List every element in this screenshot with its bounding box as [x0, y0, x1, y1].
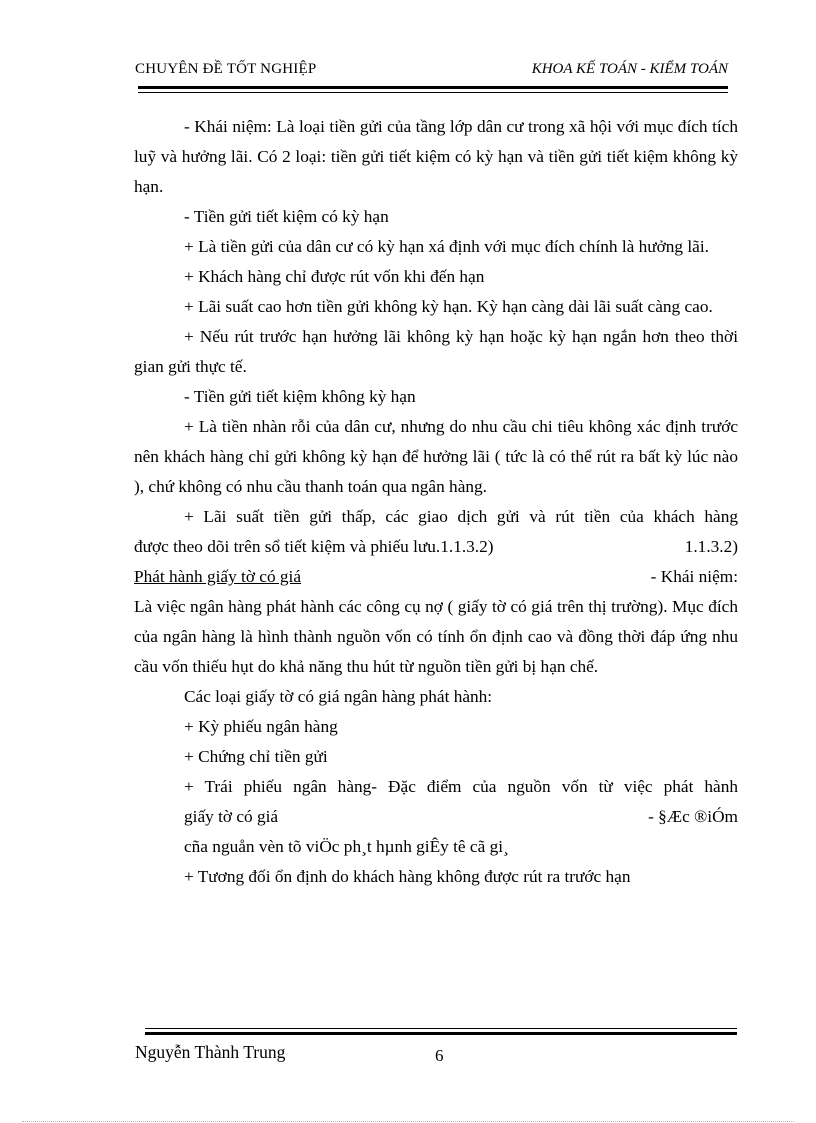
paragraph-term-early: + Nếu rút trước hạn hưởng lãi không kỳ hạn hoặc kỳ hạn ngắn hơn theo thời gian gửi thực tế. [134, 327, 738, 376]
header-title-right: KHOA KẾ TOÁN - KIỂM TOÁN [531, 61, 728, 77]
demand-rate-text: được theo dõi trên sổ tiết kiệm và phiếu lưu.1.1.3.2) [134, 537, 494, 556]
footer-author: Nguyễn Thành Trung [135, 1042, 286, 1062]
header-rule-thin [138, 92, 728, 93]
paragraph-term-rate: + Lãi suất cao hơn tiền gửi không kỳ hạn. Kỳ hạn càng dài lãi suất càng cao. [184, 297, 713, 316]
paragraph-term-definition: + Là tiền gửi của dân cư có kỳ hạn xá định với mục đích chính là hưởng lãi. [184, 237, 709, 256]
bond-line2-text: giấy tờ có giá [184, 807, 279, 826]
paragraph-demand-rate-line2 [134, 532, 738, 562]
garbled-text-line: cña nguån vèn tõ viÖc ph¸t hµnh giÊy tê cã gi¸ [184, 837, 509, 856]
list-item-bond-line1: + Trái phiếu ngân hàng- Đặc điểm của nguồn vốn từ việc phát hành [184, 777, 738, 796]
footer-rule-thin [145, 1028, 737, 1029]
list-item-promissory: + Kỳ phiếu ngân hàng [184, 717, 338, 736]
section-heading-row [134, 562, 738, 592]
page-edge-dotted [22, 1121, 794, 1122]
section-heading: Phát hành giấy tờ có giá [134, 567, 302, 586]
paragraph-stability: + Tương đối ổn định do khách hàng không được rút ra trước hạn [184, 867, 631, 886]
garbled-text-right: - §Æc ®iÓm [648, 807, 738, 826]
paragraph-issue-definition: Là việc ngân hàng phát hành các công cụ nợ ( giấy tờ có giá trên thị trường). Mục đích của ngân hàng là hình thành nguồn vốn có tính ổn định cao và đồng thời đáp ứng nhu cầu vốn thiếu hụt do khả năng thu hút từ nguồn tiền gửi bị hạn chế. [134, 597, 738, 676]
header-rule-thick [138, 86, 728, 89]
list-item-bond-line2 [134, 802, 738, 832]
paragraph-demand-savings: - Tiền gửi tiết kiệm không kỳ hạn [184, 387, 416, 406]
footer-page-number: 6 [435, 1046, 444, 1065]
paragraph-demand-rate-line1: + Lãi suất tiền gửi thấp, các giao dịch gửi và rút tiền của khách hàng [184, 507, 738, 526]
footer-rule-thick [145, 1032, 737, 1035]
paragraph-paper-types: Các loại giấy tờ có giá ngân hàng phát hành: [184, 687, 493, 706]
header-title-left: CHUYÊN ĐỀ TỐT NGHIỆP [135, 61, 317, 77]
section-number: 1.1.3.2) [684, 537, 738, 556]
concept-label: - Khái niệm: [650, 567, 738, 586]
paragraph-demand-definition: + Là tiền nhàn rỗi của dân cư, nhưng do nhu cầu chi tiêu không xác định trước nên khách hàng chỉ gửi không kỳ hạn để hưởng lãi ( tức là có thể rút ra bất kỳ lúc nào ), chứ không có nhu cầu thanh toán qua ngân hàng. [134, 417, 738, 496]
paragraph-term-withdraw: + Khách hàng chỉ được rút vốn khi đến hạn [184, 267, 485, 286]
document-body [134, 112, 738, 892]
paragraph-concept: - Khái niệm: Là loại tiền gửi của tầng lớp dân cư trong xã hội với mục đích tích luỹ và hưởng lãi. Có 2 loại: tiền gửi tiết kiệm có kỳ hạn và tiền gửi tiết kiệm không kỳ hạn. [134, 117, 738, 196]
paragraph-term-savings: - Tiền gửi tiết kiệm có kỳ hạn [184, 207, 389, 226]
list-item-certificate: + Chứng chỉ tiền gửi [184, 747, 328, 766]
